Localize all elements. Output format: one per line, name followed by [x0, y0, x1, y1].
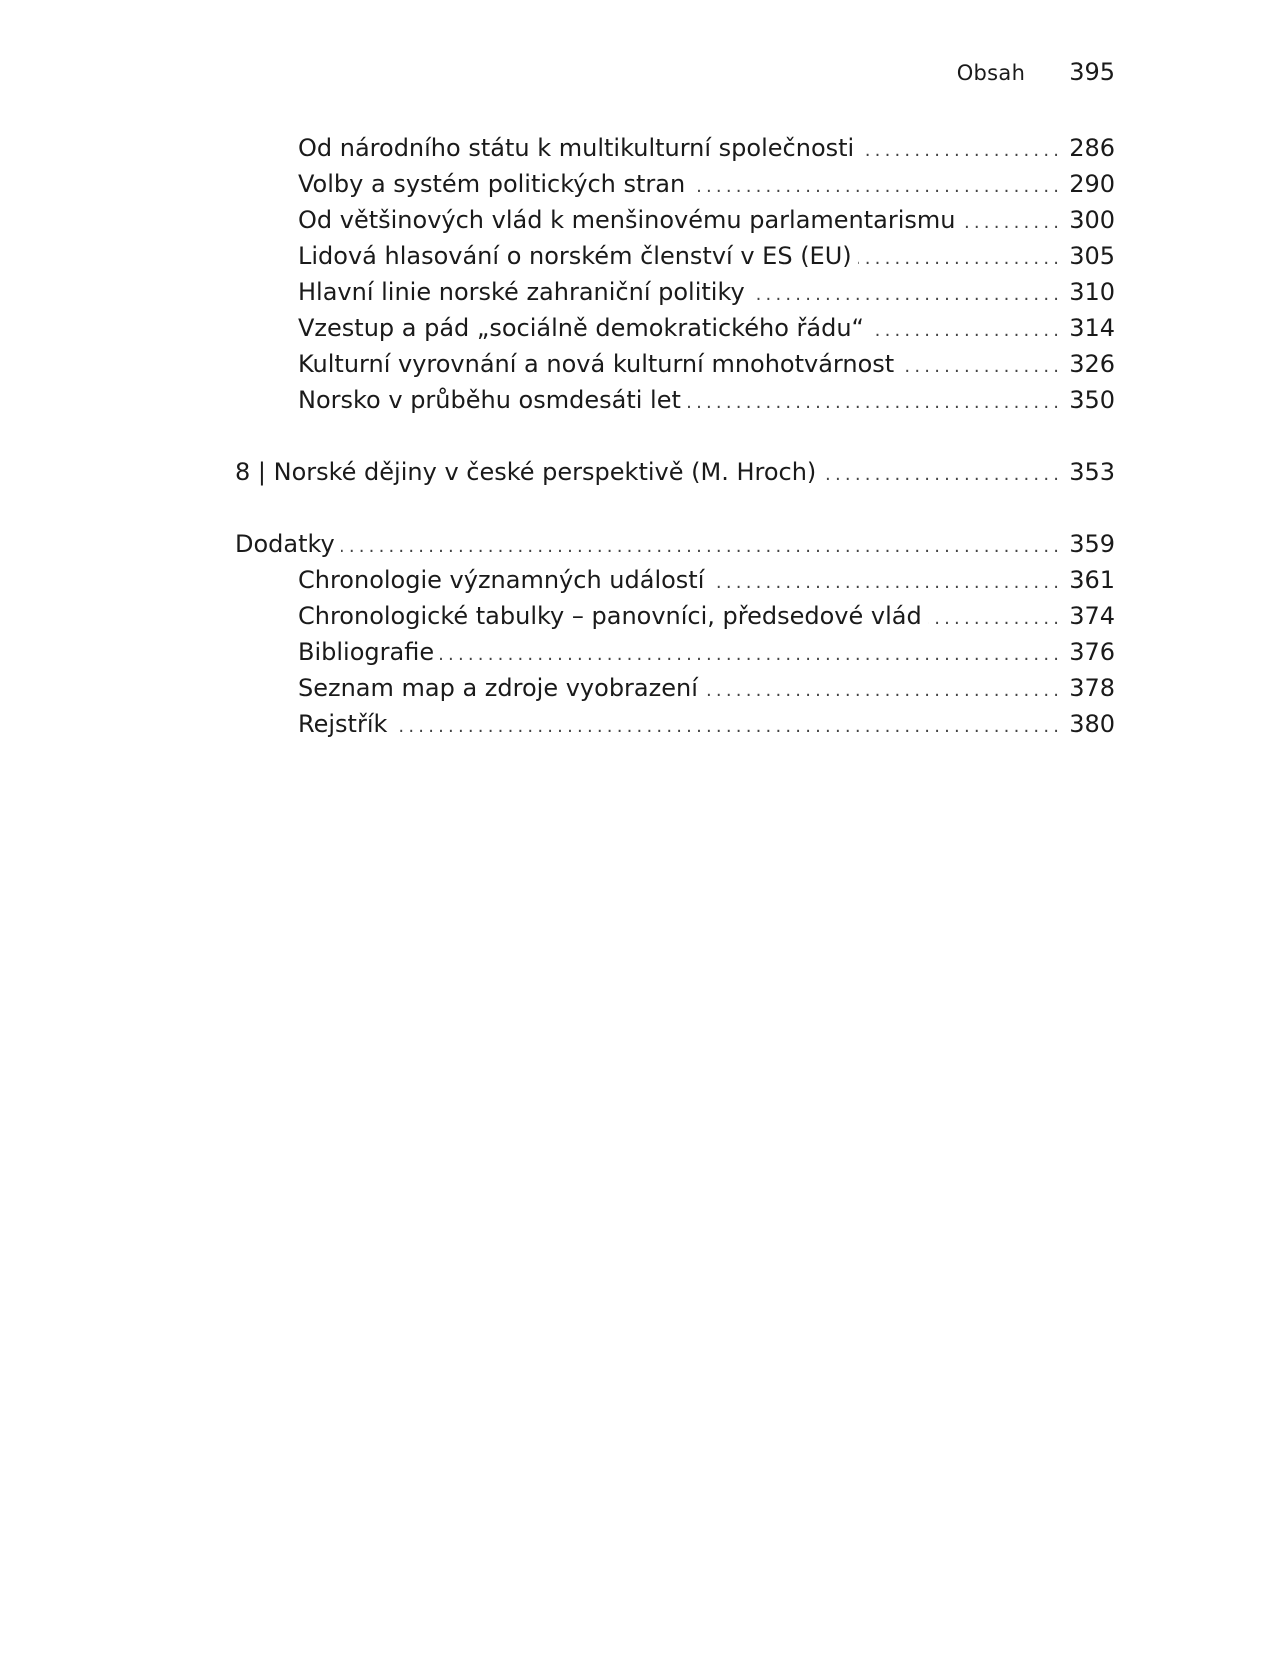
toc-entry[interactable] [235, 598, 1115, 634]
page-number: 395 [1069, 58, 1115, 86]
dot-leader [900, 349, 1063, 385]
toc-entry[interactable] [235, 238, 1115, 274]
toc-entry[interactable] [235, 706, 1115, 742]
toc-entry-page: 376 [1069, 638, 1115, 666]
toc-entry-page: 361 [1069, 566, 1115, 594]
running-head-section: Obsah [956, 61, 1026, 85]
toc-entry-title: Chronologie významných událostí [298, 566, 705, 594]
toc-entry-title: 8 | Norské dějiny v české perspektivě (M. Hroch) [235, 458, 817, 486]
toc-entry[interactable] [235, 346, 1115, 382]
toc-entry[interactable] [235, 634, 1115, 670]
toc-entry-page: 305 [1069, 242, 1115, 270]
dot-leader [928, 601, 1063, 637]
dot-leader [822, 457, 1063, 493]
toc-entry[interactable] [235, 166, 1115, 202]
toc-entry-title: Chronologické tabulky – panovníci, předsedové vlád [298, 602, 922, 630]
toc-entry[interactable] [235, 130, 1115, 166]
dot-leader [710, 565, 1063, 601]
dot-leader [393, 709, 1063, 745]
toc-entry-title: Od národního státu k multikulturní společnosti [298, 134, 855, 162]
toc-entry-title: Vzestup a pád „sociálně demokratického řádu“ [298, 314, 864, 342]
dot-leader [860, 133, 1063, 169]
toc-entry-page: 359 [1069, 530, 1115, 558]
toc-entry-title: Norsko v průběhu osmdesáti let [298, 386, 681, 414]
dot-leader [704, 673, 1063, 709]
toc-group-chapter8 [235, 454, 1115, 490]
toc-entry-title: Bibliografie [298, 638, 435, 666]
toc-entry-title: Dodatky [235, 530, 335, 558]
dot-leader [858, 241, 1064, 277]
toc-entry-title: Kulturní vyrovnání a nová kulturní mnohotvárnost [298, 350, 895, 378]
toc-entry-page: 350 [1069, 386, 1115, 414]
toc-entry-title: Rejstřík [298, 710, 388, 738]
toc-entry[interactable] [235, 382, 1115, 418]
toc-entry-title: Od většinových vlád k menšinovému parlamentarismu [298, 206, 956, 234]
toc-entry[interactable] [235, 202, 1115, 238]
toc-group-appendix [235, 526, 1115, 742]
toc-entry[interactable] [235, 670, 1115, 706]
dot-leader [691, 169, 1063, 205]
toc-entry-title: Hlavní linie norské zahraniční politiky [298, 278, 745, 306]
toc-entry-page: 378 [1069, 674, 1115, 702]
dot-leader [341, 529, 1063, 565]
toc-entry[interactable] [235, 562, 1115, 598]
toc-chapter-entry[interactable] [235, 454, 1115, 490]
toc-group-chapter7-subsections [235, 130, 1115, 418]
toc-entry-page: 290 [1069, 170, 1115, 198]
toc-entry-page: 374 [1069, 602, 1115, 630]
dot-leader [962, 205, 1064, 241]
toc-entry-page: 310 [1069, 278, 1115, 306]
toc-entry[interactable] [235, 310, 1115, 346]
toc-entry-page: 286 [1069, 134, 1115, 162]
toc-entry-page: 326 [1069, 350, 1115, 378]
toc-entry-page: 300 [1069, 206, 1115, 234]
dot-leader [687, 385, 1063, 421]
toc-entry-title: Seznam map a zdroje vyobrazení [298, 674, 698, 702]
toc-chapter-entry[interactable] [235, 526, 1115, 562]
table-of-contents [235, 130, 1115, 742]
dot-leader [751, 277, 1063, 313]
toc-entry-title: Lidová hlasování o norském členství v ES (EU) [298, 242, 852, 270]
toc-entry-page: 380 [1069, 710, 1115, 738]
toc-entry-page: 353 [1069, 458, 1115, 486]
dot-leader [870, 313, 1063, 349]
toc-entry[interactable] [235, 274, 1115, 310]
running-head [957, 58, 1115, 86]
toc-entry-page: 314 [1069, 314, 1115, 342]
dot-leader [440, 637, 1063, 673]
toc-entry-title: Volby a systém politických stran [298, 170, 686, 198]
